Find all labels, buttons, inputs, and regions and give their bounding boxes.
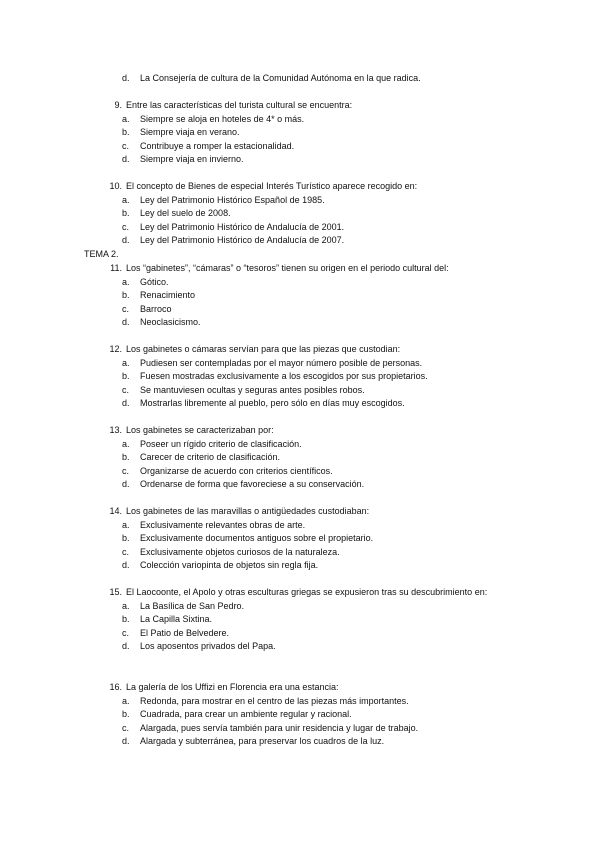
option-text: Ordenarse de forma que favoreciese a su conservación. bbox=[140, 479, 365, 490]
option-text: Carecer de criterio de clasificación. bbox=[140, 452, 281, 463]
question-number: 12. bbox=[109, 344, 122, 354]
list-item bbox=[122, 451, 504, 465]
question-number: 16. bbox=[109, 682, 122, 692]
option-text: Exclusivamente relevantes obras de arte. bbox=[140, 519, 306, 530]
list-item bbox=[122, 465, 504, 479]
option-text: Ley del suelo de 2008. bbox=[140, 208, 231, 219]
list-item bbox=[122, 126, 504, 140]
question-number: 14. bbox=[109, 506, 122, 516]
question-text: Entre las características del turista cultural se encuentra: bbox=[126, 100, 353, 110]
list-item bbox=[122, 546, 504, 560]
question-text: El concepto de Bienes de especial Interés Turístico aparece recogido en: bbox=[126, 181, 418, 191]
list-item bbox=[122, 627, 504, 641]
list-item bbox=[122, 276, 504, 290]
option-letter: d. bbox=[122, 736, 130, 747]
option-letter: d. bbox=[122, 73, 130, 83]
option-letter: d. bbox=[122, 398, 130, 409]
option-letter: c. bbox=[122, 221, 130, 232]
option-text: La Basílica de San Pedro. bbox=[140, 600, 245, 611]
option-letter: d. bbox=[122, 641, 130, 652]
option-text: Colección variopinta de objetos sin regla fija. bbox=[140, 560, 319, 571]
list-item bbox=[122, 194, 504, 208]
option-letter: a. bbox=[122, 519, 130, 530]
list-item bbox=[122, 722, 504, 736]
list-item bbox=[122, 695, 504, 709]
list-item bbox=[122, 559, 504, 573]
option-text: El Patio de Belvedere. bbox=[140, 627, 230, 638]
option-letter: b. bbox=[122, 452, 130, 463]
question-text: La galería de los Uffizi en Florencia era una estancia: bbox=[126, 682, 339, 692]
list-item bbox=[122, 289, 504, 303]
list-item bbox=[122, 370, 504, 384]
option-letter: d. bbox=[122, 479, 130, 490]
list-item bbox=[122, 72, 421, 86]
option-text: Renacimiento bbox=[140, 290, 196, 301]
list-item bbox=[122, 221, 504, 235]
question-text: Los gabinetes se caracterizaban por: bbox=[126, 425, 274, 435]
question-number: 15. bbox=[109, 587, 122, 597]
option-letter: b. bbox=[122, 371, 130, 382]
option-text: Fuesen mostradas exclusivamente a los escogidos por sus propietarios. bbox=[140, 371, 428, 382]
option-text: Siempre viaja en invierno. bbox=[140, 154, 244, 165]
option-text: Gótico. bbox=[140, 276, 169, 287]
list-item bbox=[122, 303, 504, 317]
option-letter: d. bbox=[122, 560, 130, 571]
question-number: 11. bbox=[110, 263, 122, 273]
list-item bbox=[122, 735, 504, 749]
list-item bbox=[122, 384, 504, 398]
option-text: Exclusivamente objetos curiosos de la naturaleza. bbox=[140, 546, 340, 557]
option-letter: a. bbox=[122, 438, 130, 449]
option-text: Ley del Patrimonio Histórico de Andalucía de 2007. bbox=[140, 235, 345, 246]
question-12 bbox=[104, 343, 504, 411]
option-text: Ley del Patrimonio Histórico de Andalucía de 2001. bbox=[140, 221, 345, 232]
option-letter: c. bbox=[122, 465, 130, 476]
question-11 bbox=[104, 262, 504, 330]
list-item bbox=[122, 397, 504, 411]
list-item bbox=[122, 153, 504, 167]
list-item bbox=[122, 316, 504, 330]
section-heading: TEMA 2. bbox=[84, 249, 119, 259]
list-item bbox=[122, 478, 504, 492]
option-text: Se mantuviesen ocultas y seguras antes posibles robos. bbox=[140, 384, 365, 395]
option-letter: d. bbox=[122, 235, 130, 246]
list-item bbox=[122, 140, 504, 154]
option-letter: a. bbox=[122, 113, 130, 124]
option-letter: c. bbox=[122, 722, 130, 733]
option-letter: b. bbox=[122, 533, 130, 544]
option-text: Barroco bbox=[140, 303, 172, 314]
option-letter: b. bbox=[122, 614, 130, 625]
option-letter: a. bbox=[122, 695, 130, 706]
option-letter: c. bbox=[122, 384, 130, 395]
list-item bbox=[122, 532, 504, 546]
option-letter: d. bbox=[122, 154, 130, 165]
option-text: Siempre se aloja en hoteles de 4* o más. bbox=[140, 113, 305, 124]
list-item bbox=[122, 438, 504, 452]
option-letter: c. bbox=[122, 627, 130, 638]
option-letter: c. bbox=[122, 140, 130, 151]
question-16 bbox=[104, 681, 504, 749]
option-text: Poseer un rígido criterio de clasificación. bbox=[140, 438, 302, 449]
option-text: La Consejería de cultura de la Comunidad Autónoma en la que radica. bbox=[140, 73, 421, 83]
list-item bbox=[122, 207, 504, 221]
question-13 bbox=[104, 424, 504, 492]
question-15 bbox=[104, 586, 504, 654]
question-10 bbox=[104, 180, 504, 248]
option-text: Ley del Patrimonio Histórico Español de 1985. bbox=[140, 194, 325, 205]
list-item bbox=[122, 600, 504, 614]
question-text: El Laocoonte, el Apolo y otras esculturas griegas se expusieron tras su descubrimiento en: bbox=[126, 587, 488, 597]
question-text: Los gabinetes de las maravillas o antigüedades custodiaban: bbox=[126, 506, 370, 516]
list-item bbox=[122, 640, 504, 654]
option-text: Pudiesen ser contempladas por el mayor número posible de personas. bbox=[140, 357, 423, 368]
list-item bbox=[122, 357, 504, 371]
option-letter: b. bbox=[122, 127, 130, 138]
option-letter: d. bbox=[122, 317, 130, 328]
question-14 bbox=[104, 505, 504, 573]
option-text: Neoclasicismo. bbox=[140, 317, 201, 328]
option-text: Exclusivamente documentos antiguos sobre el propietario. bbox=[140, 533, 374, 544]
option-letter: a. bbox=[122, 357, 130, 368]
list-item bbox=[122, 234, 504, 248]
question-number: 13. bbox=[109, 425, 122, 435]
question-text: Los “gabinetes”, “cámaras” o “tesoros” tienen su origen en el periodo cultural del: bbox=[126, 263, 449, 273]
list-item bbox=[122, 113, 504, 127]
option-letter: c. bbox=[122, 303, 130, 314]
option-letter: a. bbox=[122, 194, 130, 205]
option-letter: a. bbox=[122, 276, 130, 287]
option-text: Los aposentos privados del Papa. bbox=[140, 641, 276, 652]
option-text: Cuadrada, para crear un ambiente regular y racional. bbox=[140, 709, 352, 720]
option-text: Organizarse de acuerdo con criterios científicos. bbox=[140, 465, 333, 476]
option-letter: b. bbox=[122, 709, 130, 720]
question-9 bbox=[104, 99, 504, 167]
option-text: Alargada, pues servía también para unir residencia y lugar de trabajo. bbox=[140, 722, 419, 733]
list-item bbox=[122, 613, 504, 627]
option-letter: a. bbox=[122, 600, 130, 611]
option-text: Redonda, para mostrar en el centro de las piezas más importantes. bbox=[140, 695, 409, 706]
option-text: Alargada y subterránea, para preservar los cuadros de la luz. bbox=[140, 736, 385, 747]
list-item bbox=[122, 708, 504, 722]
option-letter: b. bbox=[122, 208, 130, 219]
option-text: La Capilla Sixtina. bbox=[140, 614, 213, 625]
list-item bbox=[122, 519, 504, 533]
option-letter: c. bbox=[122, 546, 130, 557]
question-text: Los gabinetes o cámaras servían para que las piezas que custodian: bbox=[126, 344, 401, 354]
option-text: Contribuye a romper la estacionalidad. bbox=[140, 140, 295, 151]
question-number: 10. bbox=[109, 181, 122, 191]
option-letter: b. bbox=[122, 290, 130, 301]
question-number: 9. bbox=[114, 100, 122, 110]
option-text: Mostrarlas libremente al pueblo, pero sólo en días muy escogidos. bbox=[140, 398, 405, 409]
option-text: Siempre viaja en verano. bbox=[140, 127, 240, 138]
